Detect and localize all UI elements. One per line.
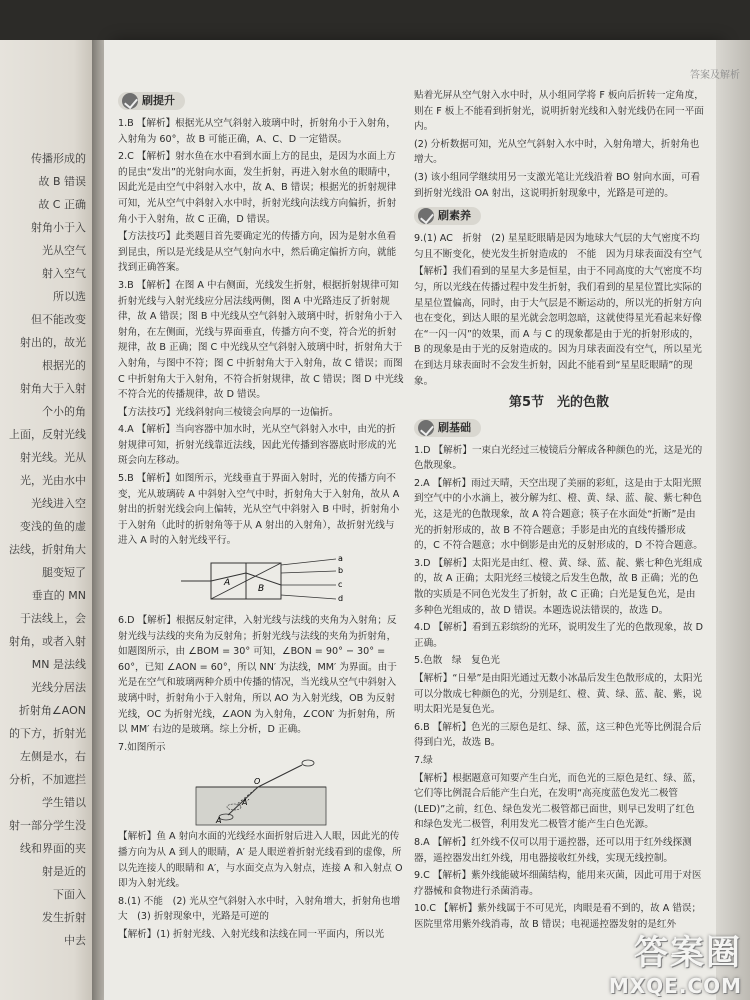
fish-diagram-7 <box>186 757 336 827</box>
left-page-fragment: 个小的角 <box>42 405 86 418</box>
method-tip-2: 【方法技巧】光线斜射向三棱镜会向厚的一边偏折。 <box>118 406 339 418</box>
prism-diagram-5 <box>176 551 346 611</box>
left-page-fragment: 射是近的 <box>42 865 86 878</box>
left-page-fragment: 射角大于入射 <box>20 382 86 395</box>
basic-answer-7: 7.绿 <box>414 754 433 766</box>
answer-3: 3.B 【解析】在图 A 中右侧面，光线发生折射，根据折射规律可知折射光线与入射光线应分居法线两侧，图 A 中光路违反了折射规律，故 A 错误；图 B 中光线从空气斜射入玻璃中时，折射角小于入射角，在左侧面，光线与界面垂直，传播方向不变，符合光的折射规律，故 B 正确；图 C 中光线从空气斜射入玻璃中时，折射角大于入射角，与图中不符；图 C 中折射角大于入射角，故 C 错误；而图 C 中折射角大于入射角，不符合折射规律，故 C 错误；图 D 中光线不符合光的传播规律，故 D 错误。 <box>118 279 404 401</box>
basic-answer-4: 4.D 【解析】看到五彩缤纷的光环，说明发生了光的色散现象，故 D 正确。 <box>414 622 704 649</box>
left-page-fragment: 传播形成的 <box>31 152 86 165</box>
label-B: B <box>258 584 265 595</box>
answer-8-3: (3) 该小组同学继续用另一支激光笔让光线沿着 BO 射向水面，可看到折射光线沿 OA 射出，这说明折射现象中，光路是可逆的。 <box>414 171 701 199</box>
book-gutter <box>92 40 104 1000</box>
left-page-fragment: 法线，折射角大 <box>9 543 86 556</box>
basic-answer-8: 8.A 【解析】红外线不仅可以用于遥控器，还可以用于红外线探测器，遥控器发出红外线，用电器接收红外线，实现无线控制。 <box>414 836 692 864</box>
left-page-fragment: 中去 <box>64 934 86 947</box>
answer-7: 7.如图所示 <box>118 741 166 753</box>
basic-answer-5: 5.色散 绿 复色光 <box>414 655 500 667</box>
answer-6: 6.D 【解析】根据反射定律，入射光线与法线的夹角为入射角；反射光线与法线的夹角为反射角；折射光线与法线的夹角为折射角，如题图所示，由 ∠BOM = 30° 可知，∠BON = 90° − 30° = 60°，已知 ∠AON = 60°，所以 NN′ 为法线，MM′ 为界面。由于光是在空气和玻璃两种介质中传播的情况，当光线从空气中斜射入玻璃中时，折射角小于入射角，所以 AO 为入射光线，OB 为反射光线，OC 为折射光线，∠AON 为入射角，∠CON′ 为折射角，所以 MM′ 右边的是玻璃。综上分析，D 正确。 <box>118 615 397 736</box>
left-page-fragment: 光线进入空 <box>31 497 86 510</box>
basic-answer-10: 10.C 【解析】紫外线属于不可见光，肉眼是看不到的，故 A 错误；医院里常用紫外线消毒，故 B 错误；电视遥控器发射的是红外 <box>414 903 702 930</box>
label-a: a <box>338 554 343 564</box>
left-page-fragment: 线和界面的夹 <box>20 842 86 855</box>
left-page-fragment: 根据光的 <box>42 359 86 372</box>
label-d: d <box>338 594 344 604</box>
answer-8-2: (2) 分析数据可知，光从空气斜射入水中时，入射角增大，折射角也增大。 <box>414 138 700 166</box>
banner-jichu: 刷基础 <box>414 419 481 437</box>
basic-answer-9: 9.C 【解析】紫外线能破坏细菌结构，能用来灭菌，因此可用于对医疗器械和食物进行杀菌消毒。 <box>414 870 702 897</box>
left-page-fragment: 光线分居法 <box>31 681 86 694</box>
left-page-fragment: 但不能改变 <box>31 313 86 326</box>
label-c: c <box>338 580 343 590</box>
basic-answer-6: 6.B 【解析】色光的三原色是红、绿、蓝，这三种色光等比例混合后得到白光，故选 B。 <box>414 721 702 749</box>
check-icon <box>122 93 138 109</box>
left-page-fragment: 变浅的鱼的虚 <box>20 520 86 533</box>
watermark-url: MXQE.COM <box>608 974 742 998</box>
section-title: 第5节 光的色散 <box>508 395 610 411</box>
right-column <box>414 88 704 935</box>
label-b: b <box>338 566 344 576</box>
left-page-fragment: 学生错以 <box>42 796 86 809</box>
left-page-fragment: 射角小于入 <box>31 221 86 234</box>
answer-9-explain: 【解析】我们看到的星星大多是恒星，由于不同高度的大气密度不均匀，所以光线在传播过程中发生折射，我们看到的星星位置比实际的星星位置偏高，同时，由于大气层是不断运动的，所以光的折射方向也在变化，到达人眼的星光就会忽明忽暗，这就使得星光看起来好像在“一闪一闪”的效果，而 A 与 C 的现象都是由于光的折射形成的，B 的现象是由于光的反射造成的。因为月球表面没有空气，所以星光在到达月球表面时不会发生折射，因此不能看到“星星眨眼睛”的现象。 <box>414 266 702 387</box>
left-page-fragment: 左侧是水，右 <box>20 750 86 763</box>
check-icon <box>418 208 434 224</box>
banner-tisheng: 刷提升 <box>118 92 185 110</box>
basic-answer-3: 3.D 【解析】太阳光是由红、橙、黄、绿、蓝、靛、紫七种色光组成的，故 A 正确；太阳光经三棱镜之后发生色散，故 B 正确；光的色散的实质是不同色光发生了折射，故 C 正确；白光是复色光，是由多种色光组成的，故 D 错误。本题选说法错误的，故选 D。 <box>414 557 703 616</box>
left-page-fragment: 光从空气 <box>42 244 86 257</box>
answer-7-explain: 【解析】鱼 A 射向水面的光线经水面折射后进入人眼，因此光的传播方向为从 A 到人的眼睛，A′ 是人眼逆着折射光线看到的虚像，所以先连接人的眼睛和 A′，与水面交点为入射点，连接 A 和入射点 O 即为入射光线。 <box>118 831 403 890</box>
basic-answer-5-explain: 【解析】“日晕”是由阳光通过无数小冰晶后发生色散形成的，太阳光可以分散成七种颜色的光，分别是红、橙、黄、绿、蓝、靛、紫，说明太阳光是复色光。 <box>414 673 703 716</box>
left-page-fragment: 分析，不加遮拦 <box>9 773 86 786</box>
left-page-fragment: MN 是法线 <box>31 658 86 671</box>
banner-suyang: 刷素养 <box>414 207 481 225</box>
left-page-fragment: 腿变短了 <box>42 566 86 579</box>
answer-9: 9.(1) AC 折射 (2) 星星眨眼睛是因为地球大气层的大气密度不均匀且不断变化，使光发生折射造成的 不能 因为月球表面没有空气 <box>414 233 702 260</box>
left-page-fragment: 于法线上，会 <box>20 612 86 625</box>
check-icon <box>418 420 434 436</box>
answer-1: 1.B 【解析】根据光从空气斜射入玻璃中时，折射角小于入射角，入射角为 60°，故 B 可能正确，A、C、D 一定错误。 <box>118 118 396 145</box>
answer-4: 4.A 【解析】当向容器中加水时，光从空气斜射入水中，由光的折射规律可知，折射光线靠近法线，因此光传播到容器底时形成的光斑会向左移动。 <box>118 424 397 467</box>
right-page-stack <box>716 40 750 1000</box>
left-page-fragment: 垂直的 MN <box>31 589 86 602</box>
left-column <box>118 88 404 945</box>
left-page-fragment: 所以选 <box>53 290 86 303</box>
basic-answer-1: 1.D 【解析】一束白光经过三棱镜后分解成各种颜色的光，这是光的色散现象。 <box>414 444 703 472</box>
left-page-fragment: 射出的，故光 <box>20 336 86 349</box>
label-A: A <box>224 578 231 589</box>
left-page-fragment: 的下方，折射光 <box>9 727 86 740</box>
answer-8: 8.(1) 不能 (2) 光从空气斜射入水中时，入射角增大，折射角也增大 (3) 折射现象中，光路是可逆的 <box>118 895 401 923</box>
label-A-point: A <box>216 816 222 826</box>
left-page-fragment: 射光线。光从 <box>20 451 86 464</box>
left-page-fragment: 故 B 错误 <box>38 175 86 188</box>
label-O: O <box>254 777 261 787</box>
page-header: 答案及解析 <box>690 70 740 81</box>
answer-2: 2.C 【解析】射水鱼在水中看到水面上方的昆虫，是因为水面上方的昆虫“发出”的光射向水面，发生折射，再进入射水鱼的眼睛中，因此光是由空气中斜射入水中，故 A、B 错误；根据光的折射规律可知，光从空气中斜射入水中时，折射光线向法线方向偏折，折射角小于入射角，故 C 正确，D 错误。 <box>118 151 397 225</box>
basic-answer-7-explain: 【解析】根据题意可知要产生白光，而色光的三原色是红、绿、蓝，它们等比例混合后能产生白光，在发明“高亮度蓝色发光二极管 (LED)”之前，红色、绿色发光二极管都已面世，则早已发明了红色和绿色发光二极管，利用发光二极管才能产生白色光源。 <box>414 772 702 831</box>
answer-8-cont: 贴着光屏从空气射入水中时，从小组同学将 F 板向后折转一定角度，则在 F 板上不能看到折射光，说明折射光线和入射光线仍在同一平面内。 <box>414 90 704 133</box>
left-page-fragment: 射一部分学生没 <box>9 819 86 832</box>
background-top <box>0 0 750 40</box>
method-tip-1: 【方法技巧】此类题目首先要确定光的传播方向，因为是射水鱼看到昆虫，所以是光线是从空气射向水中，然后确定偏折方向，就能找到正确答案。 <box>118 231 397 274</box>
label-A-image: A′ <box>242 798 250 808</box>
eye-icon <box>302 760 314 766</box>
left-page-edge <box>0 40 92 1000</box>
left-page-fragment: 上面，反射光线 <box>9 428 86 441</box>
watermark-logo-text: 答案圈 <box>634 933 742 973</box>
answer-5: 5.B 【解析】如图所示，光线垂直于界面入射时，光的传播方向不变，光从玻璃砖 A 中斜射入空气中时，折射角大于入射角，故从 A 射出的折射光线会向上偏转，光从空气中斜射入 B 中时，折射角小于入射角（此时的折射角等于从 A 射出的入射角），故折射光线与进入 A 时的入射光线平行。 <box>118 473 400 547</box>
left-page-fragment: 光，光由水中 <box>20 474 86 487</box>
left-page-fragment: 发生折射 <box>42 911 86 924</box>
site-watermark <box>609 925 742 998</box>
left-page-fragment: 折射角∠AON <box>18 704 86 717</box>
left-page-fragment: 射角，或者入射 <box>9 635 86 648</box>
answer-8-explain: 【解析】(1) 折射光线、入射光线和法线在同一平面内，所以光 <box>118 928 385 940</box>
basic-answer-2: 2.A 【解析】雨过天晴，天空出现了美丽的彩虹，这是由于太阳光照到空气中的小水滴上，被分解为红、橙、黄、绿、蓝、靛、紫七种色光，这是光的色散现象，故 A 符合题意；筷子在水面处“折断”是由光的折射形成的，故 B 不符合题意；手影是由光的直线传播形成的，C 不符合题意；水中倒影是由光的反射形成的，D 不符合题意。 <box>414 477 703 552</box>
left-page-fragment: 故 C 正确 <box>38 198 86 211</box>
left-page-fragment: 下面入 <box>53 888 86 901</box>
left-page-fragment: 射入空气 <box>42 267 86 280</box>
